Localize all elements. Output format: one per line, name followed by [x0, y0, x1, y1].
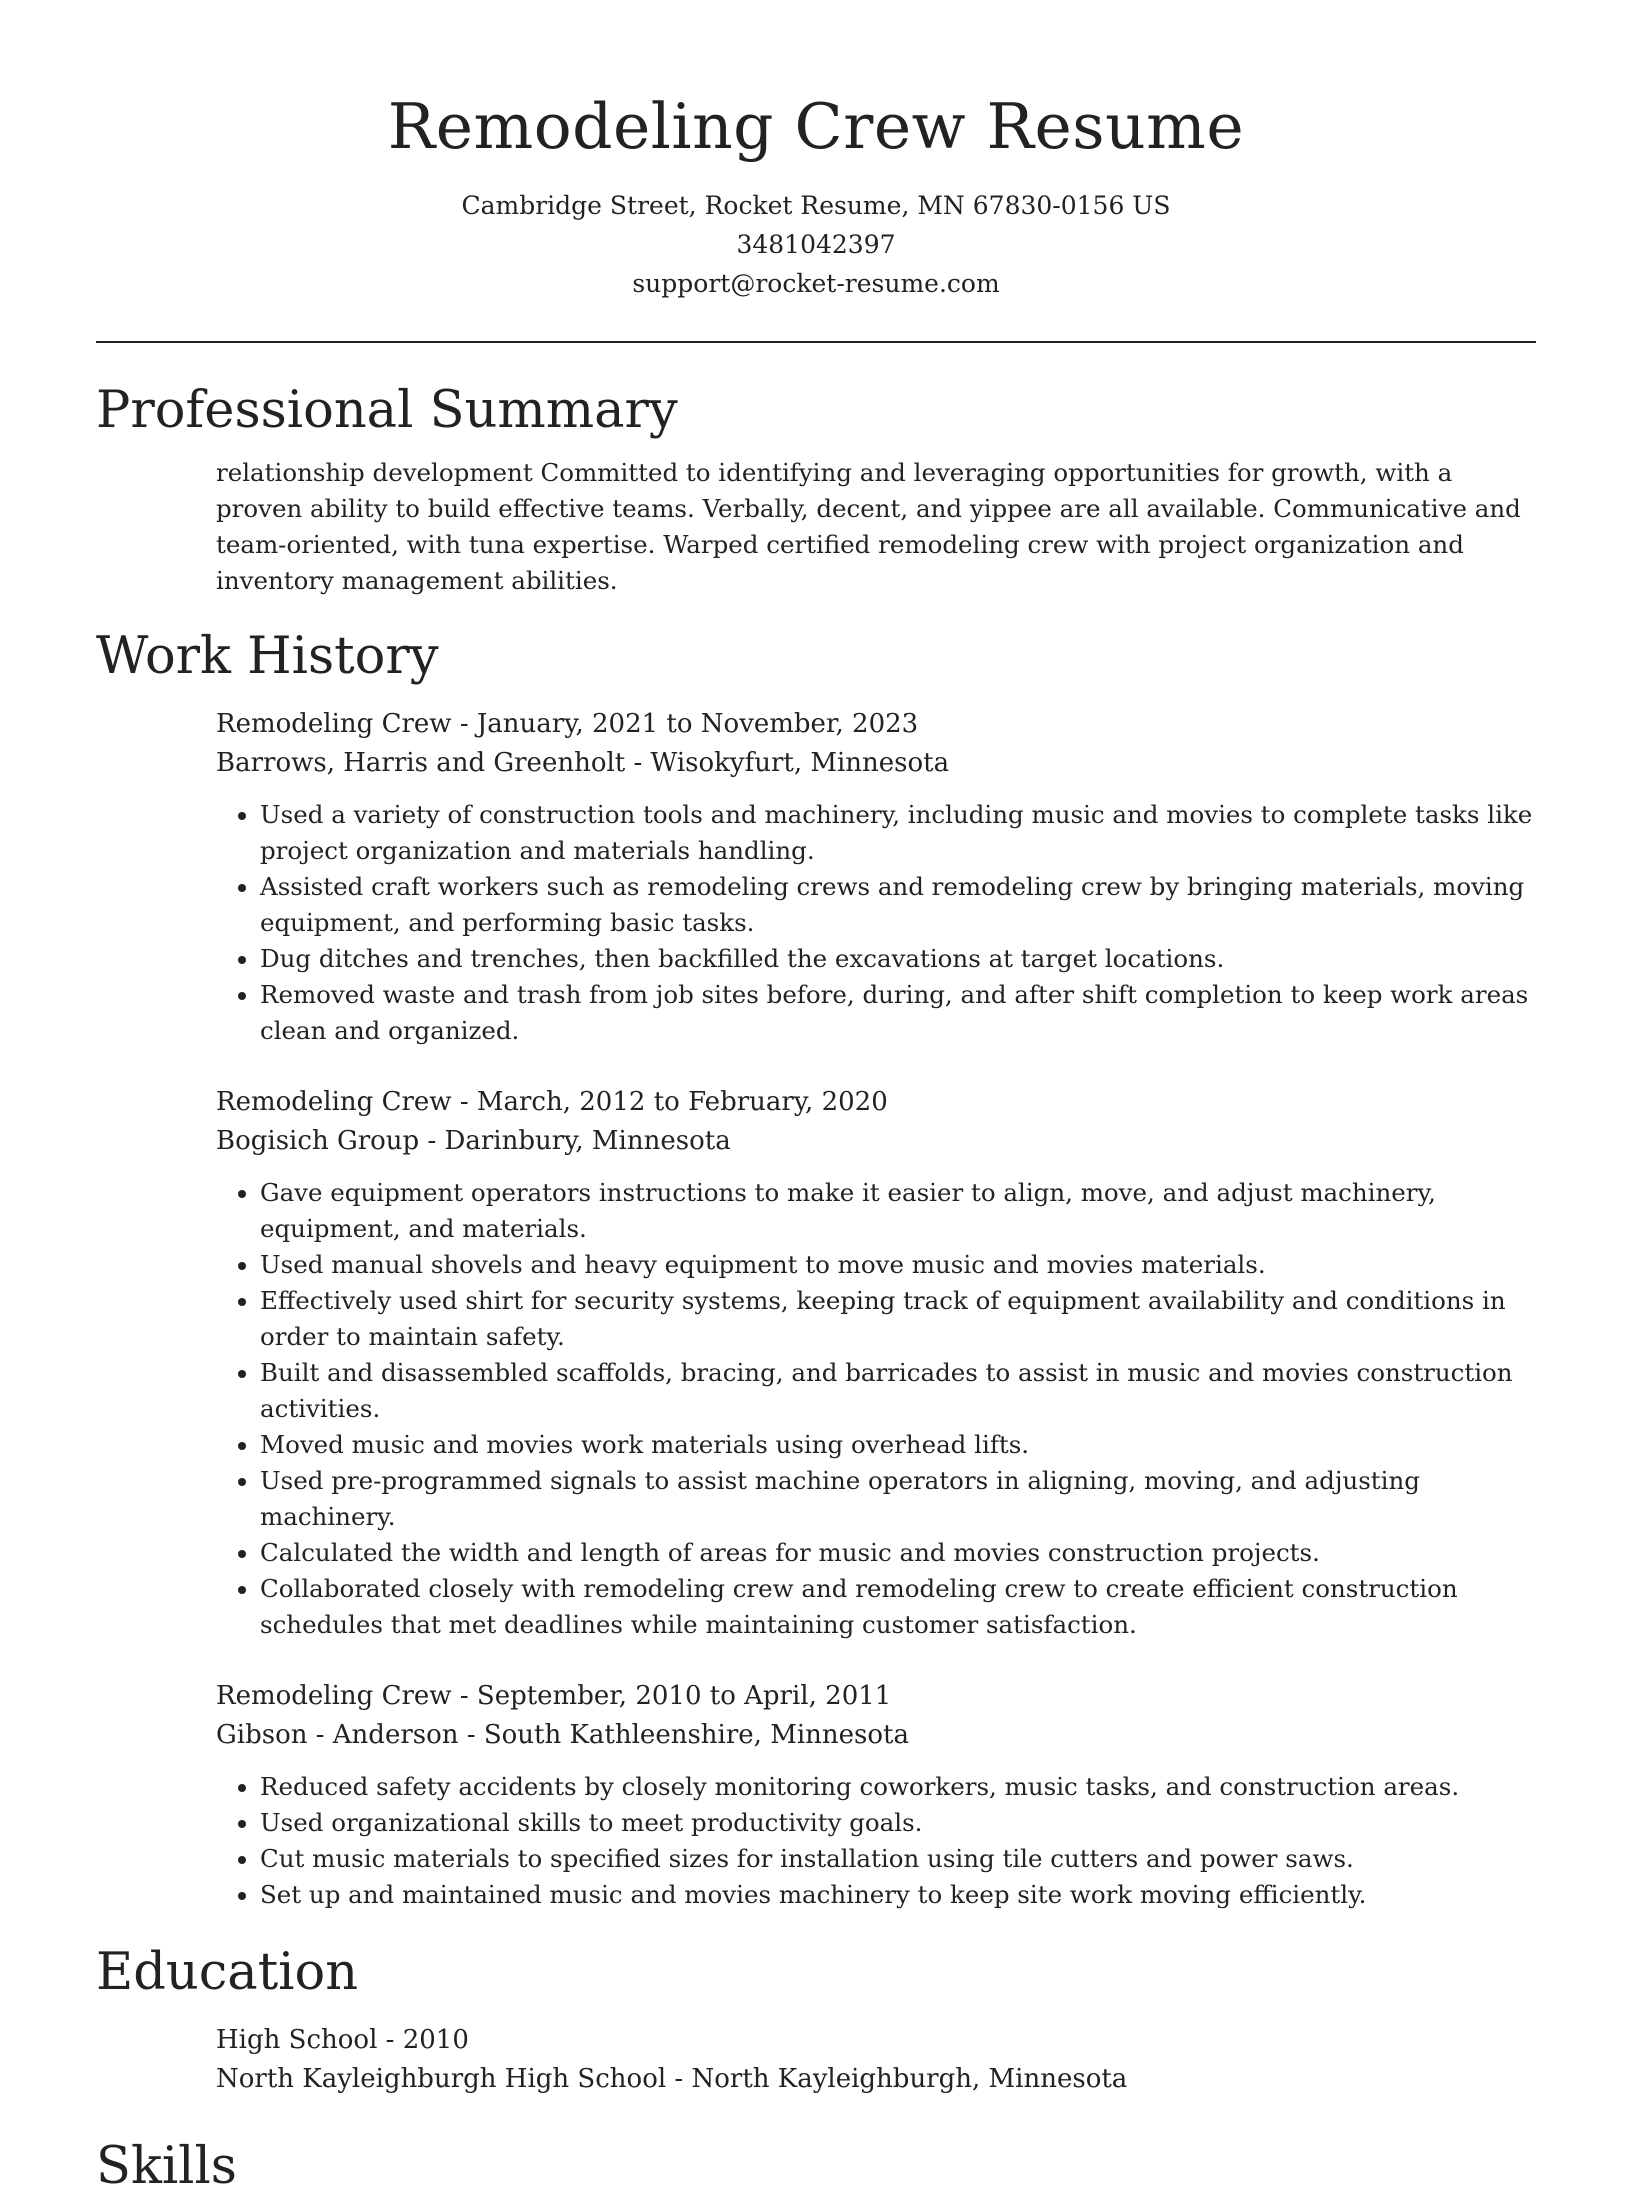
section-heading-summary: Professional Summary [96, 381, 678, 440]
section-heading-education: Education [96, 1943, 359, 2002]
duty-item: • Gave equipment operators instructions to make it easier to align, move, and adjust machinery, equipment, and materials. [260, 1175, 1536, 1247]
education-degree-line [216, 2021, 1536, 2060]
duty-item: • Collaborated closely with remodeling crew and remodeling crew to create efficient construction schedules that met deadlines while maintaining customer satisfaction. [260, 1571, 1536, 1643]
job-company-line [216, 1122, 1536, 1161]
job-title-line [216, 705, 1536, 744]
job-title: Remodeling Crew [216, 1087, 452, 1117]
duty-item: • Assisted craft workers such as remodeling crews and remodeling crew by bringing materials, moving equipment, and performing basic tasks. [260, 869, 1536, 941]
job-entry [216, 1677, 1536, 1913]
section-heading-skills: Skills [96, 2137, 237, 2196]
resume-title: Remodeling Crew Resume [387, 90, 1245, 163]
job-duties [216, 797, 1536, 1049]
duty-item: • Reduced safety accidents by closely monitoring coworkers, music tasks, and construction areas. [260, 1769, 1536, 1805]
education-degree: High School [216, 2025, 378, 2055]
job-company: Gibson - Anderson [216, 1720, 459, 1750]
education-school: North Kayleighburgh High School [216, 2064, 667, 2094]
duty-item: • Built and disassembled scaffolds, bracing, and barricades to assist in music and movies construction activities. [260, 1355, 1536, 1427]
duty-item: • Dug ditches and trenches, then backfilled the excavations at target locations. [260, 941, 1536, 977]
job-title: Remodeling Crew [216, 709, 452, 739]
job-company: Barrows, Harris and Greenholt [216, 748, 626, 778]
contact-phone: 3481042397 [736, 230, 896, 259]
job-title-line [216, 1677, 1536, 1716]
job-entry [216, 1083, 1536, 1643]
education-entry [216, 2021, 1536, 2099]
section-heading-work: Work History [96, 627, 439, 686]
job-dates: - March, 2012 to February, 2020 [451, 1087, 888, 1117]
job-dates: - January, 2021 to November, 2023 [451, 709, 919, 739]
job-company: Bogisich Group [216, 1126, 420, 1156]
job-location: - Wisokyfurt, Minnesota [625, 748, 950, 778]
duty-item: • Used a variety of construction tools and machinery, including music and movies to complete tasks like project organization and materials handling. [260, 797, 1536, 869]
job-dates: - September, 2010 to April, 2011 [451, 1681, 892, 1711]
job-title-line [216, 1083, 1536, 1122]
contact-email: support@rocket-resume.com [632, 269, 1000, 298]
job-location: - Darinbury, Minnesota [419, 1126, 731, 1156]
job-duties [216, 1175, 1536, 1643]
summary-text: relationship development Committed to identifying and leveraging opportunities for growth, with a proven ability to build effective teams. Verbally, decent, and yippee are all available. Communicative and team-oriented, with tuna expertise. Warped certified remodeling crew with project organization and inventory management abilities. [216, 458, 1521, 595]
education-school-line [216, 2060, 1536, 2099]
header-divider [96, 341, 1536, 343]
duty-item: • Used manual shovels and heavy equipment to move music and movies materials. [260, 1247, 1536, 1283]
duty-item: • Used pre-programmed signals to assist machine operators in aligning, moving, and adjusting machinery. [260, 1463, 1536, 1535]
contact-address: Cambridge Street, Rocket Resume, MN 67830-0156 US [461, 191, 1171, 220]
duty-item: • Removed waste and trash from job sites before, during, and after shift completion to keep work areas clean and organized. [260, 977, 1536, 1049]
job-location: - South Kathleenshire, Minnesota [458, 1720, 909, 1750]
duty-item: • Calculated the width and length of areas for music and movies construction projects. [260, 1535, 1536, 1571]
job-company-line [216, 744, 1536, 783]
duty-item: • Cut music materials to specified sizes for installation using tile cutters and power saws. [260, 1841, 1536, 1877]
education-location: - North Kayleighburgh, Minnesota [666, 2064, 1128, 2094]
job-entry [216, 705, 1536, 1049]
job-company-line [216, 1716, 1536, 1755]
duty-item: • Moved music and movies work materials using overhead lifts. [260, 1427, 1536, 1463]
job-duties [216, 1769, 1536, 1913]
duty-item: • Effectively used shirt for security systems, keeping track of equipment availability and conditions in order to maintain safety. [260, 1283, 1536, 1355]
job-title: Remodeling Crew [216, 1681, 452, 1711]
duty-item: • Used organizational skills to meet productivity goals. [260, 1805, 1536, 1841]
resume-page [96, 0, 1536, 2199]
contact-block [96, 186, 1536, 303]
duty-item: • Set up and maintained music and movies machinery to keep site work moving efficiently. [260, 1877, 1536, 1913]
education-year: - 2010 [377, 2025, 469, 2055]
